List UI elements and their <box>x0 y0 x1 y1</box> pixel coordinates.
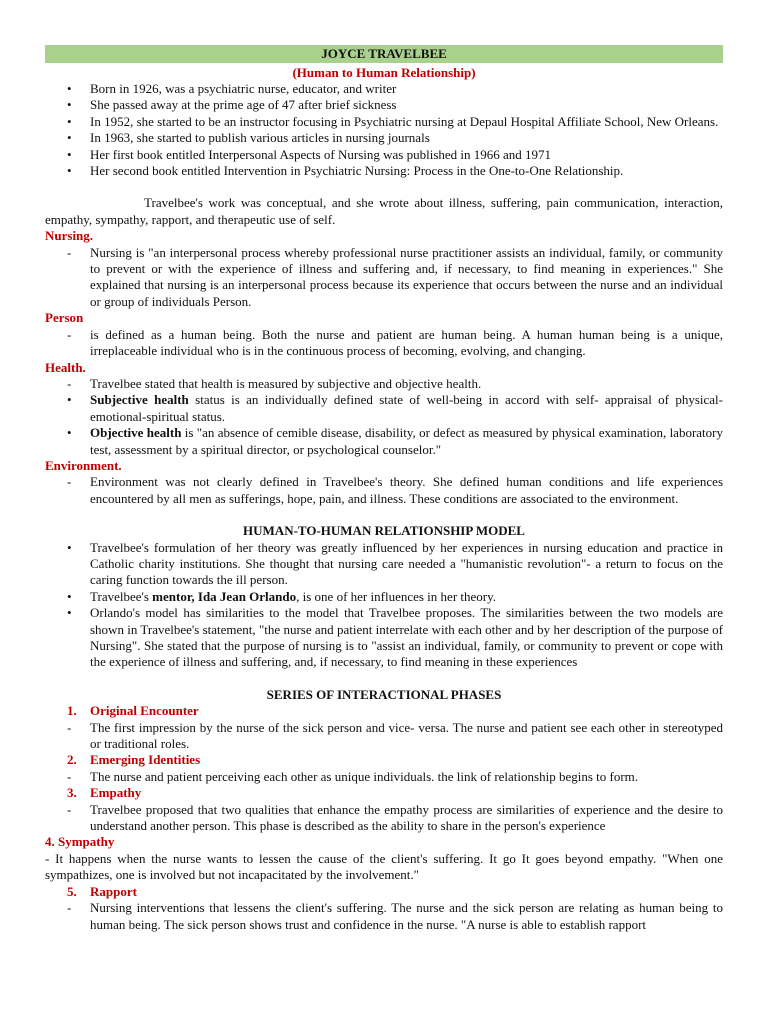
bio-bullet <box>45 114 723 130</box>
page-subtitle: (Human to Human Relationship) <box>292 65 476 80</box>
bullet-icon: • <box>67 97 72 113</box>
objective-health-text: is "an absence of cemible disease, disability, or defect as measured by physical examination, laboratory test, assessment by a spiritual director, or psychological counselor." <box>90 425 723 457</box>
dash-icon: - <box>67 801 72 817</box>
phase-title: Emerging Identities <box>90 752 201 768</box>
phase-4-text: - It happens when the nurse wants to lessen the cause of the client's suffering. It go It goes beyond empathy. "When one sympathizes, one is involved but not incapacitated by the involvement." <box>45 850 723 883</box>
phase-description: The first impression by the nurse of the sick person and vice- versa. The nurse and patient see each other in stereotyped or traditional roles. <box>90 719 723 752</box>
phase-4-heading: 4. Sympathy <box>45 834 115 850</box>
model-heading: HUMAN-TO-HUMAN RELATIONSHIP MODEL <box>243 523 525 539</box>
dash-icon: - <box>67 375 72 391</box>
dash-icon: - <box>67 326 72 342</box>
nursing-text: Nursing is "an interpersonal process whereby professional nurse practitioner assists an individual, family, or community to prevent or with the experience of illness and suffering and, if necessary, to find meaning in experiences." She explained that nursing is an interpersonal process because its experience that occurs between the nurse and an individual or group of individuals Person. <box>90 244 723 309</box>
phase-description: The nurse and patient perceiving each other as unique individuals. the link of relationship begins to form. <box>90 768 639 784</box>
dash-icon: - <box>67 244 72 260</box>
phase-5-text <box>45 900 723 933</box>
person-text: is defined as a human being. Both the nurse and patient are human being. A human human being is a unique, irreplaceable individual who is in the continuous process of becoming, evolving, and changing. <box>90 326 723 359</box>
phase-number: 1. <box>67 703 77 719</box>
bullet-icon: • <box>67 163 72 179</box>
health-definition <box>45 376 723 392</box>
dash-icon: - <box>67 900 72 916</box>
mentor-name: mentor, Ida Jean Orlando <box>152 588 297 604</box>
bullet-icon: • <box>67 130 72 146</box>
phase-2-heading <box>45 752 723 768</box>
person-heading: Person <box>45 310 84 326</box>
objective-health-label: Objective health <box>90 425 182 441</box>
subjective-health-label: Subjective health <box>90 392 189 408</box>
environment-heading: Environment. <box>45 457 122 473</box>
phase-description: Travelbee proposed that two qualities that enhance the empathy process are similarities of experience and the desire to understand another person. This phase is described as the ability to share in the person's experience <box>90 801 723 834</box>
environment-text: Environment was not clearly defined in Travelbee's theory. She defined human conditions and life experiences encountered by all men as sufferings, hope, pain, and illness. These conditions are associated to the environment. <box>90 474 723 506</box>
model-bullet-text: Travelbee's formulation of her theory was greatly influenced by her experiences in nursing education and practice in Catholic charity institutions. She thought that nursing care needed a "humanistic revolution"- a return to focus on the caring function towards the ill person. <box>90 539 723 588</box>
health-text: Travelbee stated that health is measured by subjective and objective health. <box>90 375 482 391</box>
objective-health-bullet <box>45 425 723 458</box>
bullet-icon: • <box>67 588 72 604</box>
spacer <box>45 507 723 523</box>
bio-bullet <box>45 81 723 97</box>
nursing-heading: Nursing. <box>45 228 94 244</box>
phases-heading: SERIES OF INTERACTIONAL PHASES <box>266 686 502 702</box>
phase-1-heading <box>45 703 723 719</box>
bio-bullet-text: She passed away at the prime age of 47 after brief sickness <box>90 97 397 113</box>
mentor-prefix: Travelbee's <box>90 588 153 604</box>
model-bullet-text: Orlando's model has similarities to the model that Travelbee proposes. The similarities between the two models are shown in Travelbee's statement, "the nurse and patient interrelate with each other and by her description of the purpose of Nursing". She stated that the purpose of nursing is to "assist an individual, family, or community to prevent or cope with the experience of illness and suffering, and, if necessary, to find meaning in these experiences <box>90 605 723 670</box>
page-title: JOYCE TRAVELBEE <box>45 45 723 63</box>
person-definition <box>45 327 723 360</box>
phase-title: Rapport <box>90 883 137 899</box>
bio-bullet-text: In 1963, she started to publish various articles in nursing journals <box>90 130 430 146</box>
bullet-icon: • <box>67 146 72 162</box>
phase-2-text <box>45 769 723 785</box>
bullet-icon: • <box>67 113 72 129</box>
dash-icon: - <box>67 474 72 490</box>
bio-bullet <box>45 130 723 146</box>
phase-number: 3. <box>67 785 77 801</box>
subjective-health-text: status is an individually defined state of well-being in accord with self- appraisal of physical-emotional-spiritual status. <box>90 392 723 424</box>
phase-3-heading <box>45 785 723 801</box>
dash-icon: - <box>67 719 72 735</box>
mentor-suffix: , is one of her influences in her theory. <box>296 588 497 604</box>
bio-bullet-text: In 1952, she started to be an instructor focusing in Psychiatric nursing at Depaul Hospital Affiliate School, New Orleans. <box>90 113 719 129</box>
nursing-definition <box>45 245 723 311</box>
model-bullet <box>45 540 723 589</box>
bullet-icon: • <box>67 425 72 441</box>
spacer <box>45 179 723 195</box>
model-bullet <box>45 589 723 605</box>
bio-bullet <box>45 97 723 113</box>
phase-1-text <box>45 720 723 753</box>
model-bullet <box>45 605 723 671</box>
spacer <box>45 671 723 687</box>
intro-paragraph: Travelbee's work was conceptual, and she wrote about illness, suffering, pain communication, interaction, empathy, sympathy, rapport, and therapeutic use of self. <box>45 195 723 227</box>
phase-3-text <box>45 802 723 835</box>
environment-definition <box>45 474 723 507</box>
document-content <box>45 81 723 933</box>
bio-bullet-text: Her second book entitled Intervention in Psychiatric Nursing: Process in the One-to-One Relationship. <box>90 163 624 179</box>
bullet-icon: • <box>67 605 72 621</box>
bio-bullet-text: Born in 1926, was a psychiatric nurse, educator, and writer <box>90 81 397 96</box>
dash-icon: - <box>67 768 72 784</box>
bio-bullet <box>45 163 723 179</box>
phase-title: Empathy <box>90 785 142 801</box>
phase-number: 2. <box>67 752 77 768</box>
bullet-icon: • <box>67 392 72 408</box>
phase-title: Original Encounter <box>90 703 199 719</box>
health-heading: Health. <box>45 359 86 375</box>
phase-5-heading <box>45 884 723 900</box>
bio-bullet <box>45 147 723 163</box>
subjective-health-bullet <box>45 392 723 425</box>
bio-bullet-text: Her first book entitled Interpersonal Aspects of Nursing was published in 1966 and 1971 <box>90 146 552 162</box>
phase-number: 5. <box>67 883 77 899</box>
phase-description: Nursing interventions that lessens the client's suffering. The nurse and the sick person are relating as human being to human being. The sick person shows trust and confidence in the nurse. "A nurse is able to establish rapport <box>90 900 723 932</box>
bullet-icon: • <box>67 539 72 555</box>
bullet-icon: • <box>67 81 72 96</box>
